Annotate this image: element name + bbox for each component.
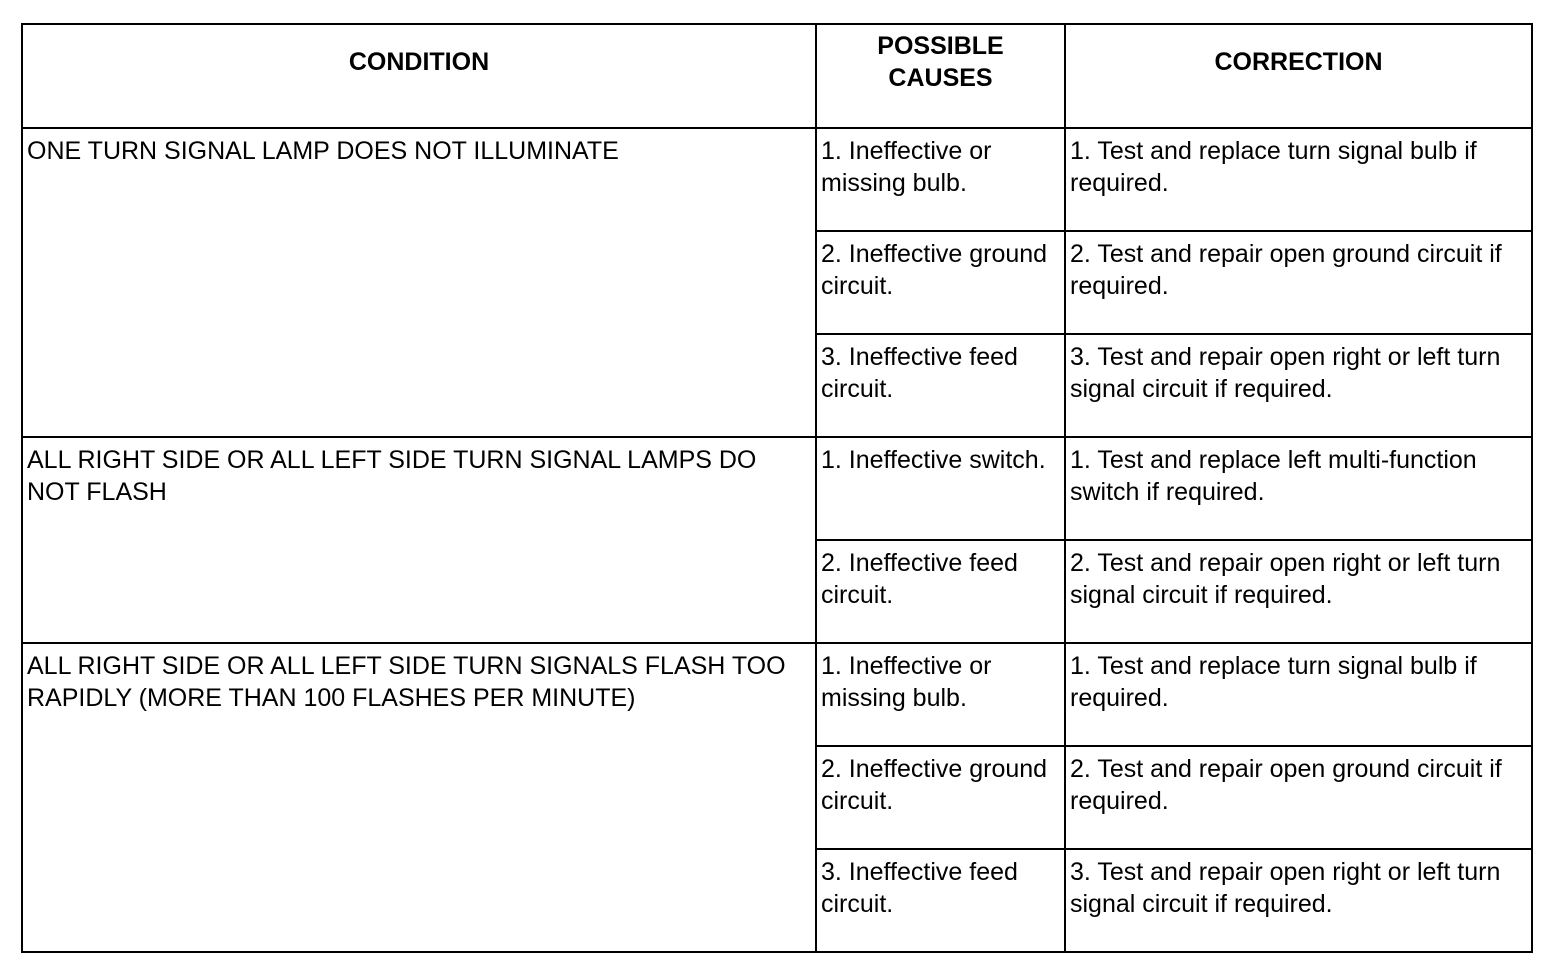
cause-cell: 2. Ineffective ground circuit. [816, 746, 1065, 849]
correction-cell: 1. Test and replace left multi-function switch if required. [1065, 437, 1532, 540]
cause-cell: 1. Ineffective or missing bulb. [816, 128, 1065, 231]
diagnosis-table [21, 23, 1533, 953]
correction-cell: 2. Test and repair open ground circuit if required. [1065, 231, 1532, 334]
correction-cell: 1. Test and replace turn signal bulb if required. [1065, 643, 1532, 746]
cause-cell: 2. Ineffective feed circuit. [816, 540, 1065, 643]
header-condition: CONDITION [22, 24, 816, 128]
correction-cell: 3. Test and repair open right or left turn signal circuit if required. [1065, 849, 1532, 952]
condition-cell: ONE TURN SIGNAL LAMP DOES NOT ILLUMINATE [22, 128, 816, 437]
correction-cell: 3. Test and repair open right or left turn signal circuit if required. [1065, 334, 1532, 437]
header-row [22, 24, 1532, 128]
correction-cell: 2. Test and repair open ground circuit if required. [1065, 746, 1532, 849]
cause-cell: 3. Ineffective feed circuit. [816, 849, 1065, 952]
table-row [22, 437, 1532, 540]
condition-cell: ALL RIGHT SIDE OR ALL LEFT SIDE TURN SIGNAL LAMPS DO NOT FLASH [22, 437, 816, 643]
header-correction: CORRECTION [1065, 24, 1532, 128]
header-possible-causes: POSSIBLE CAUSES [816, 24, 1065, 128]
condition-cell: ALL RIGHT SIDE OR ALL LEFT SIDE TURN SIGNALS FLASH TOO RAPIDLY (MORE THAN 100 FLASHES PER MINUTE) [22, 643, 816, 952]
correction-cell: 2. Test and repair open right or left turn signal circuit if required. [1065, 540, 1532, 643]
cause-cell: 2. Ineffective ground circuit. [816, 231, 1065, 334]
cause-cell: 3. Ineffective feed circuit. [816, 334, 1065, 437]
correction-cell: 1. Test and replace turn signal bulb if required. [1065, 128, 1532, 231]
table-row [22, 128, 1532, 231]
cause-cell: 1. Ineffective switch. [816, 437, 1065, 540]
cause-cell: 1. Ineffective or missing bulb. [816, 643, 1065, 746]
table-row [22, 643, 1532, 746]
